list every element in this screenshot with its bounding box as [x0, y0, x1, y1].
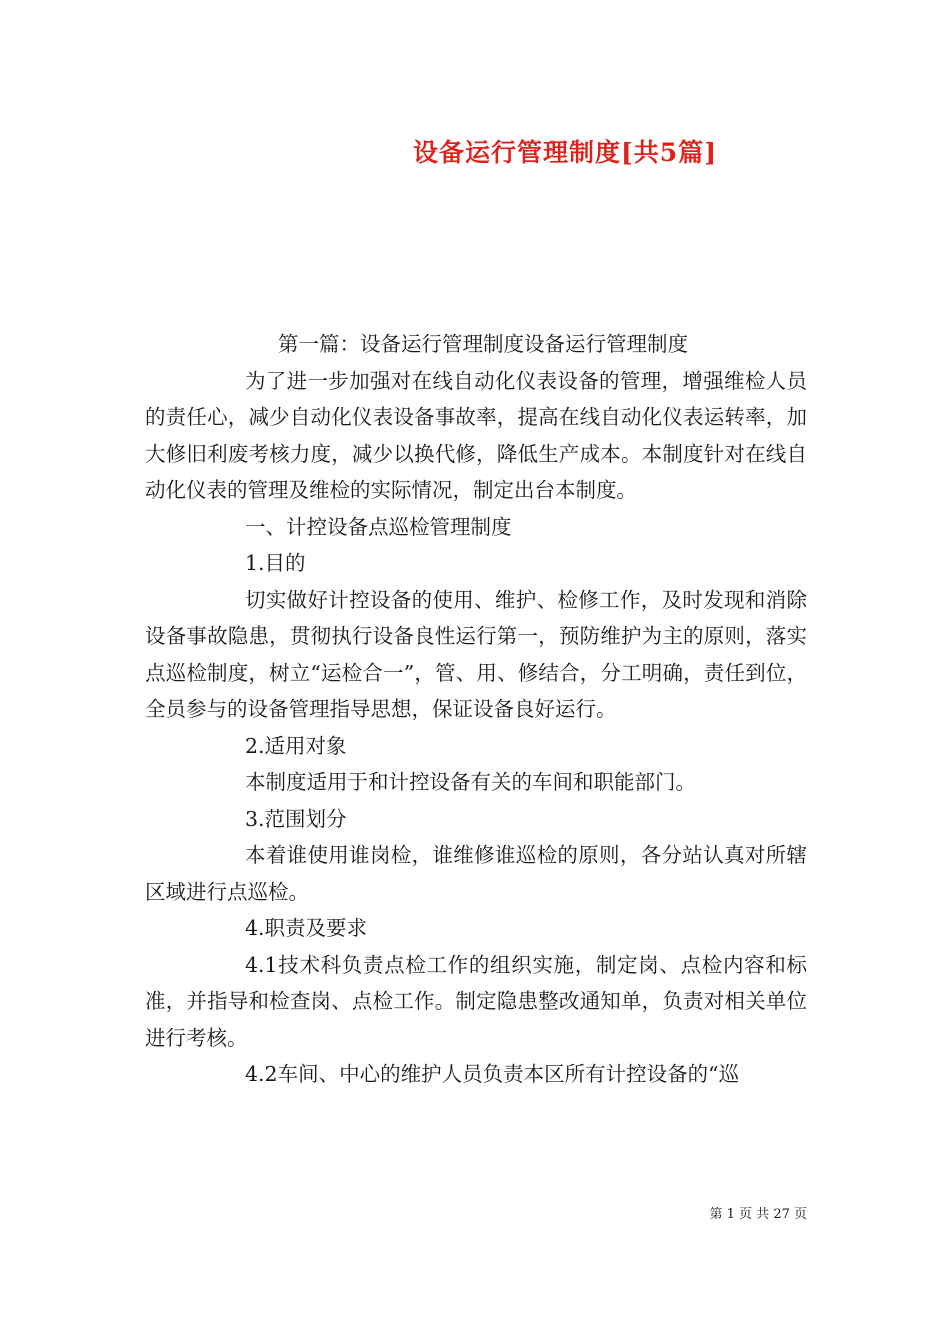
section-heading: 第一篇：设备运行管理制度设备运行管理制度 — [278, 332, 688, 356]
paragraph: 1.目的 — [245, 551, 306, 575]
paragraph: 4.1技术科负责点检工作的组织实施，制定岗、点检内容和标准，并指导和检查岗、点检工作。制定隐患整改通知单，负责对相关单位进行考核。 — [145, 952, 807, 1050]
paragraph: 4.2车间、中心的维护人员负责本区所有计控设备的“巡 — [245, 1062, 740, 1086]
paragraph: 切实做好计控设备的使用、维护、检修工作，及时发现和消除设备事故隐患，贯彻执行设备良性运行第一，预防维护为主的原则，落实点巡检制度，树立“运检合一”，管、用、修结合，分工明确，责任到位，全员参与的设备管理指导思想，保证设备良好运行。 — [145, 587, 807, 721]
document-title: 设备运行管理制度[共5篇] — [412, 138, 718, 167]
paragraph: 4.职责及要求 — [245, 916, 368, 940]
page-number: 第 1 页 共 27 页 — [709, 1207, 807, 1222]
paragraph: 为了进一步加强对在线自动化仪表设备的管理，增强维检人员的责任心，减少自动化仪表设备事故率，提高在线自动化仪表运转率，加大修旧利废考核力度，减少以换代修，降低生产成本。本制度针对在线自动化仪表的管理及维检的实际情况，制定出台本制度。 — [145, 368, 807, 502]
paragraph: 本制度适用于和计控设备有关的车间和职能部门。 — [245, 770, 696, 794]
paragraph: 本着谁使用谁岗检，谁维修谁巡检的原则，各分站认真对所辖区域进行点巡检。 — [145, 843, 807, 904]
paragraph: 3.范围划分 — [245, 806, 347, 831]
paragraph: 一、计控设备点巡检管理制度 — [245, 514, 512, 539]
paragraph: 2.适用对象 — [245, 733, 347, 758]
document-body — [145, 326, 807, 1093]
